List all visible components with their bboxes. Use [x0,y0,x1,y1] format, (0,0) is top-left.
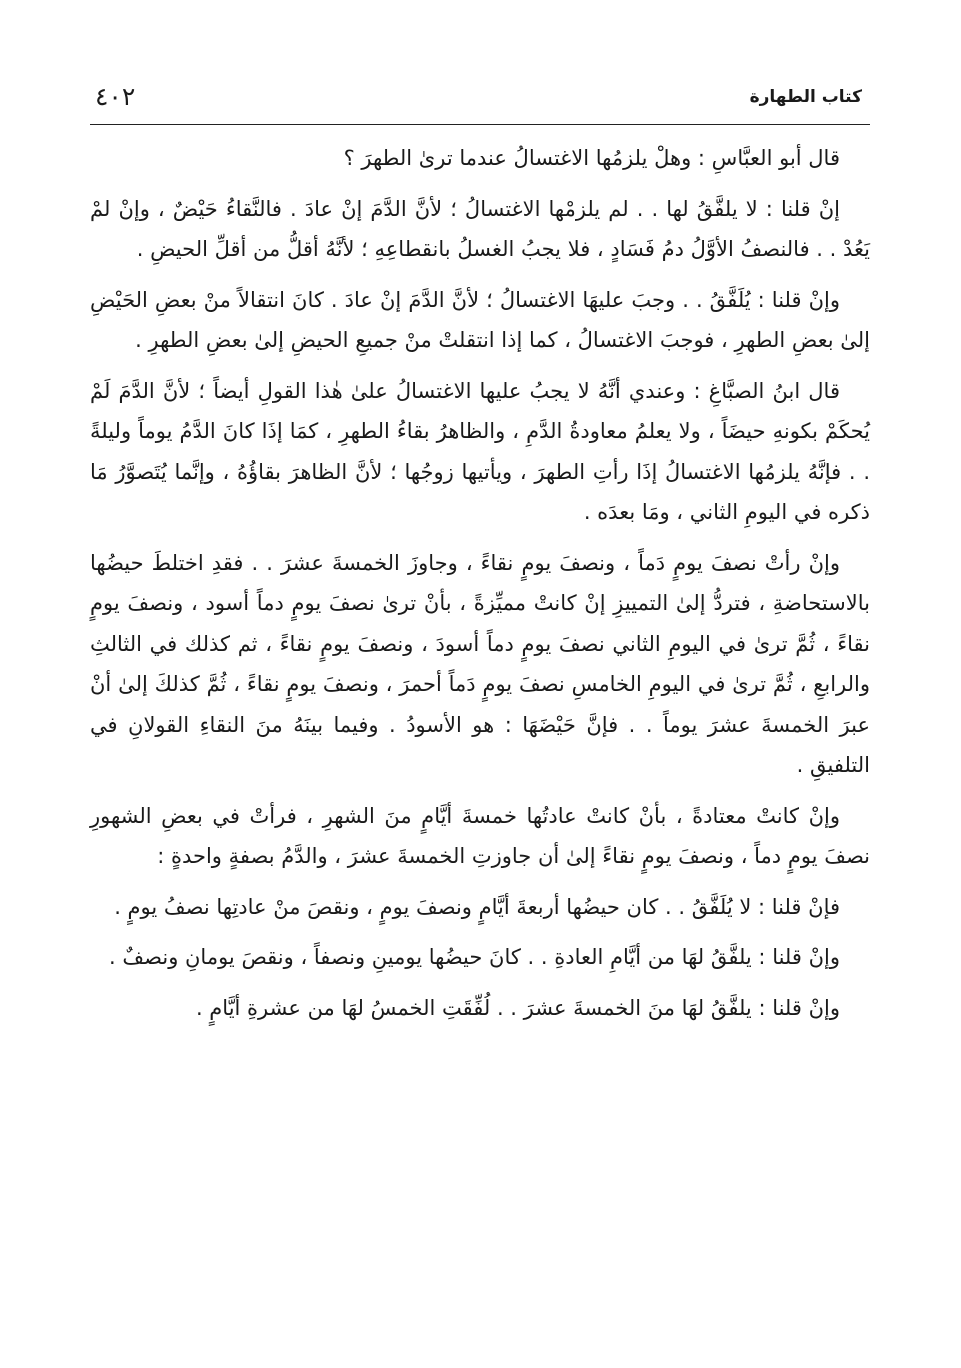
paragraph: وإنْ قلنا : يُلَفَّقُ . . وجبَ عليهَا الاغتسالُ ؛ لأنَّ الدَّمَ إنْ عادَ . كانَ انتقالاً منْ بعضِ الحَيْضِ إلىٰ بعضِ الطهرِ ، فوجبَ الاغتسالُ ، كما إذا انتقلتْ منْ جميعِ الحيضِ إلىٰ بعضِ الطهرِ . [90,287,870,352]
header-rule [90,124,870,125]
paragraph: قال أبو العبَّاسِ : وهلْ يلزمُها الاغتسالُ عندما ترىٰ الطهرَ ؟ [343,146,840,170]
paragraph: وإنْ قلنا : يلفَّقُ لهَا منَ الخمسةَ عشرَ . . لُفِّقَتِ الخمسُ لهَا من عشرةِ أيَّامٍ . [195,995,840,1020]
page-body [90,138,870,1038]
paragraph: وإنْ رأتْ نصفَ يومٍ دَماً ، ونصفَ يومٍ نقاءً ، وجاوزَ الخمسةَ عشرَ . . فقدِ اختلطَ حيضُها بالاستحاضةِ ، فتردُّ إلىٰ التمييزِ إنْ كانتْ مميِّزةً ، بأنْ ترىٰ نصفَ يومٍ دماً أسود ، ونصفَ يومٍ نقاءً ، ثُمَّ ترىٰ في اليومِ الثاني نصفَ يومٍ دماً أسودَ ، ونصفَ يومٍ نقاءً ، ثم كذلك في الثالثِ والرابعِ ، ثُمَّ ترىٰ في اليومِ الخامسِ نصفَ يومٍ دَماً أحمرَ ، ونصفَ يومٍ نقاءً ، ثُمَّ كذلكَ إلىٰ أنْ عبرَ الخمسةَ عشرَ يوماً . . فإنَّ حَيْضَهَا : هو الأسودُ . وفيما بينَهُ منَ النقاءِ القولانِ في التلفيقِ . [90,550,870,777]
page-header [90,82,870,122]
paragraph: وإنْ كانتْ معتادةً ، بأنْ كانتْ عادتُها خمسةَ أيَّامٍ منَ الشهرِ ، فرأتْ في بعضِ الشهورِ نصفَ يومٍ دماً ، ونصفَ يومٍ نقاءً إلىٰ أن جاوزتِ الخمسةَ عشرَ ، والدَّمُ بصفةٍ واحدةٍ : [90,803,870,868]
paragraph: فإنْ قلنا : لا يُلَفَّقُ . . كان حيضُها أربعةَ أيَّامٍ ونصفَ يومٍ ، ونقصَ منْ عادتِها نصفُ يومٍ . [114,894,840,919]
running-title: كتاب الطهارة [749,87,862,107]
paragraph: قال ابنُ الصبَّاغِ : وعندي أنَّهُ لا يجبُ عليها الاغتسالُ علىٰ هٰذا القولِ أيضاً ؛ لأنَّ الدَّمَ لَمْ يُحكَمْ بكونهِ حيضَاً ، ولا يعلمُ معاودةُ الدَّمِ ، والظاهرُ بقاءُ الطهرِ ، كمَا إذَا كانَ الدَّمُ يوماً وليلةً . . فإنَّهُ يلزمُها الاغتسالُ إذَا رأتِ الطهرَ ، ويأتيها زوجُها ؛ لأنَّ الظاهرَ بقاؤُهُ ، وإنَّما يُتَصوَّرُ مَا ذكره في اليومِ الثاني ، ومَا بعدَه . [90,378,870,524]
paragraph: إنْ قلنا : لا يلفَّقُ لها . . لم يلزمْها الاغتسالُ ؛ لأنَّ الدَّمَ إنْ عادَ . فالنَّقاءُ حَيْضٌ ، وإنْ لمْ يَعُدْ . . فالنصفُ الأوَّلُ دمُ فَسَادٍ ، فلا يجبُ الغسلُ بانقطاعِهِ ؛ لأنَّهُ أقلُّ من أقلِّ الحيضِ . [90,196,870,261]
page-number: ٤٠٢ [95,82,136,111]
paragraph: وإنْ قلنا : يلفَّقُ لهَا من أيَّامِ العادةِ . . كانَ حيضُها يومينِ ونصفاً ، ونقصَ يومانِ ونصفٌ . [109,945,840,969]
book-page [90,0,870,1368]
